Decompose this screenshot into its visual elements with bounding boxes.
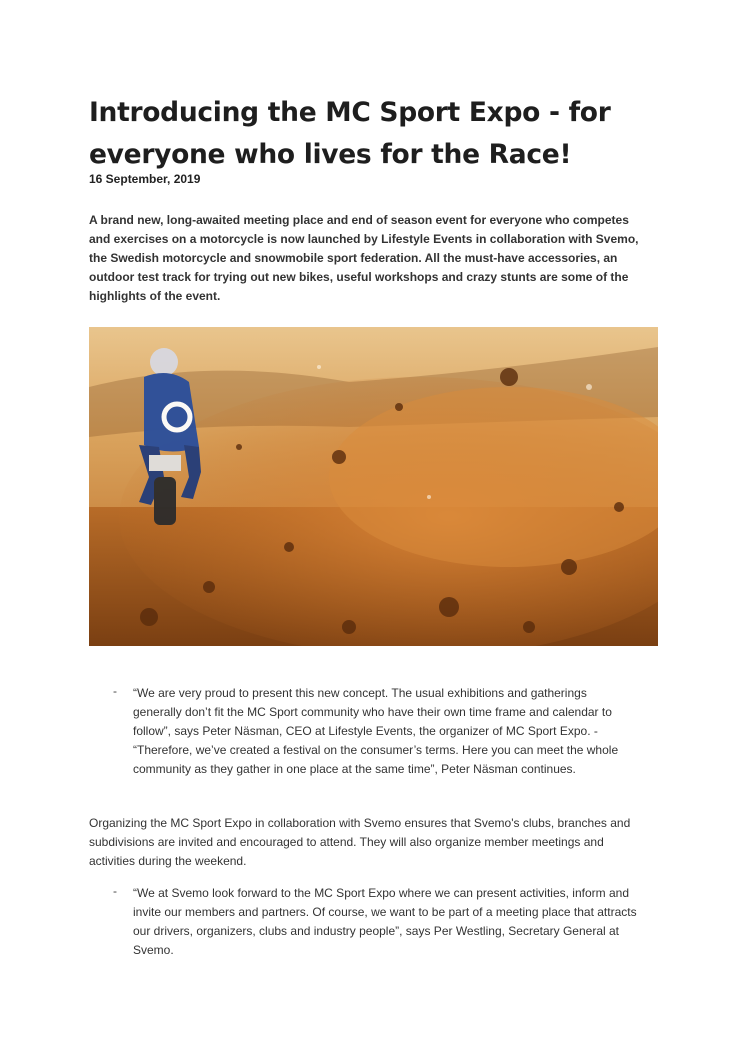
article-lead: A brand new, long-awaited meeting place and end of season event for everyone who competes and exercises on a motorcycle is now launched by Lifestyle Events in collaboration with Svemo, the Swedish motorcycle and snowmobile sport federation. All the must-have accessories, an outdoor test track for trying out new bikes, useful workshops and crazy stunts are some of the highlights of the event.: [89, 213, 639, 303]
article-title: Introducing the MC Sport Expo - for everyone who lives for the Race!: [89, 97, 611, 170]
motocross-hero-image: [89, 327, 658, 646]
article-date: 16 September, 2019: [89, 172, 201, 186]
paragraph-1: Organizing the MC Sport Expo in collaboration with Svemo ensures that Svemo's clubs, branches and subdivisions are invited and encouraged to attend. They will also organize member meetings and activities during the weekend.: [89, 816, 631, 868]
quote-1-text: “We are very proud to present this new concept. The usual exhibitions and gatherings generally don’t fit the MC Sport community who have their own time frame and calendar to follow”, says Peter Näsman, CEO at Lifestyle Events, the organizer of MC Sport Expo. - “Therefore, we’ve created a festival on the consumer’s terms. Here you can meet the whole community as they gather in one place at the same time”, Peter Näsman continues.: [133, 686, 619, 776]
quote-per-westling: [89, 884, 649, 960]
bullet-dash: -: [113, 684, 117, 698]
bullet-dash: -: [113, 884, 117, 898]
quote-peter-nasman: [89, 684, 649, 779]
quote-2-text: “We at Svemo look forward to the MC Sport Expo where we can present activities, inform and invite our members and partners. Of course, we want to be part of a meeting place that attracts our drivers, organizers, clubs and industry people”, says Per Westling, Secretary General at Svemo.: [133, 886, 637, 957]
